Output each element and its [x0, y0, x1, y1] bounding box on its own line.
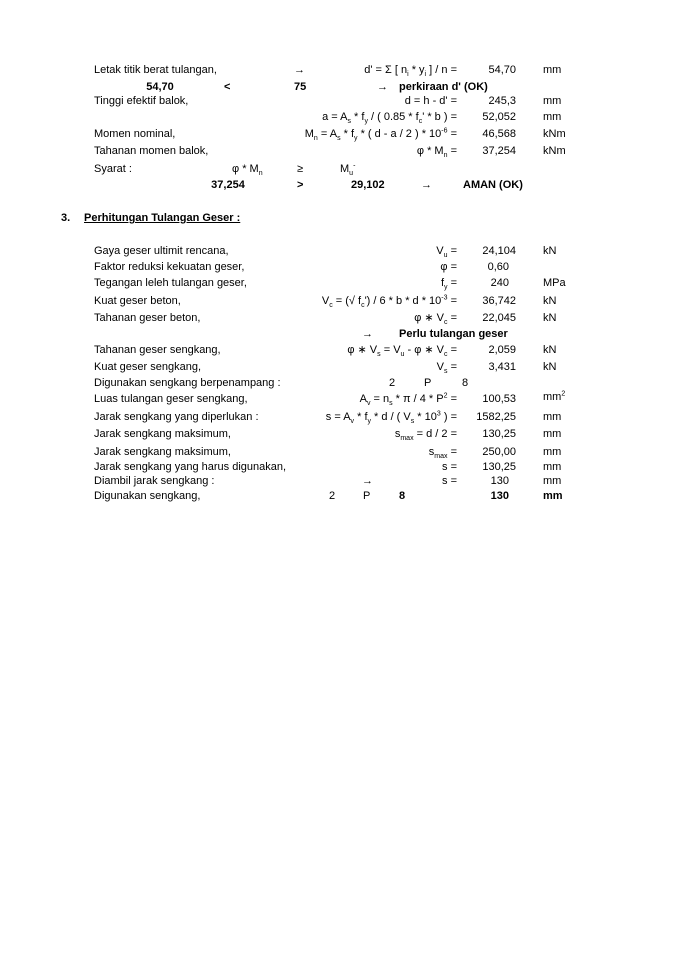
penampang-n: 2: [389, 377, 396, 389]
luas-label: Luas tulangan geser sengkang,: [94, 393, 248, 405]
tegangan-unit: MPa: [543, 277, 566, 289]
syarat-op: ≥: [297, 163, 304, 175]
syarat-op2: >: [297, 179, 304, 191]
cek-v2: 75: [294, 81, 307, 93]
penampang-p: P: [424, 377, 432, 389]
section-number: 3.: [61, 212, 71, 224]
jarak-maks1-unit: mm: [543, 428, 562, 440]
a-unit: mm: [543, 111, 562, 123]
luas-value: 100,53: [482, 393, 516, 405]
tahanan-beton-value: 22,045: [482, 312, 516, 324]
jarak-maks1-formula: $s_{max} = d / 2$ =: [394, 428, 457, 443]
digunakan-d: 8: [399, 490, 406, 502]
arrow-icon: →: [362, 475, 373, 487]
luas-formula: $A_v = n_s * \pi / 4 * P^2$ =: [359, 392, 457, 408]
kuat-sengkang-value: 3,431: [488, 361, 516, 373]
momen-formula: $M_n = A_s * f_y$ * ( d - a / 2 ) * $10^{-6}$ =: [304, 127, 457, 143]
faktor-label: Faktor reduksi kekuatan geser,: [94, 261, 245, 273]
tegangan-formula: $f_y$ =: [440, 277, 457, 292]
gaya-label: Gaya geser ultimit rencana,: [94, 245, 229, 257]
diambil-value: 130: [490, 475, 509, 487]
jarak-perlu-formula: $s = A_v * f_y * d$ / ( $V_s * 10^3$ ) =: [325, 410, 457, 426]
momen-unit: kNm: [543, 128, 566, 140]
diambil-label: Diambil jarak sengkang :: [94, 475, 215, 487]
momen-value: 46,568: [482, 128, 516, 140]
arrow-icon: →: [377, 81, 388, 93]
kuat-beton-value: 36,742: [482, 295, 516, 307]
jarak-perlu-value: 1582,25: [476, 411, 516, 423]
diambil-unit: mm: [543, 475, 562, 487]
a-value: 52,052: [482, 111, 516, 123]
syarat-v2: 29,102: [351, 179, 385, 191]
faktor-formula: φ =: [440, 261, 457, 273]
a-formula: $a = A_s * f_y$ / ( $0.85 * f_c'$ * b ) =: [322, 111, 457, 126]
digunakan-label: Digunakan sengkang,: [94, 490, 201, 502]
tinggi-label: Tinggi efektif balok,: [94, 95, 189, 107]
gaya-value: 24,104: [482, 245, 516, 257]
luas-unit: $mm^2$: [543, 390, 566, 403]
tahanan-beton-label: Tahanan geser beton,: [94, 312, 201, 324]
tahanan-sengkang-unit: kN: [543, 344, 557, 356]
tahanan-sengkang-label: Tahanan geser sengkang,: [94, 344, 221, 356]
jarak-harus-label: Jarak sengkang yang harus digunakan,: [94, 461, 287, 473]
tinggi-value: 245,3: [488, 95, 516, 107]
tahanan-value: 37,254: [482, 145, 516, 157]
letak-unit: mm: [543, 64, 562, 76]
letak-value: 54,70: [488, 64, 516, 76]
jarak-harus-formula: s =: [442, 461, 457, 473]
letak-label: Letak titik berat tulangan,: [94, 64, 217, 76]
jarak-maks1-value: 130,25: [482, 428, 516, 440]
jarak-maks1-label: Jarak sengkang maksimum,: [94, 428, 231, 440]
syarat-label: Syarat :: [94, 163, 132, 175]
momen-label: Momen nominal,: [94, 128, 176, 140]
syarat-lhs: φ * $M_n$: [232, 163, 263, 178]
digunakan-value: 130: [490, 490, 509, 502]
jarak-maks2-value: 250,00: [482, 446, 516, 458]
digunakan-p: P: [363, 490, 371, 502]
tahanan-beton-unit: kN: [543, 312, 557, 324]
section-title: Perhitungan Tulangan Geser :: [84, 212, 241, 224]
gaya-unit: kN: [543, 245, 557, 257]
tahanan-sengkang-value: 2,059: [488, 344, 516, 356]
tahanan-label: Tahanan momen balok,: [94, 145, 209, 157]
cek-op: <: [224, 81, 231, 93]
penampang-d: 8: [462, 377, 469, 389]
digunakan-n: 2: [329, 490, 336, 502]
tahanan-beton-formula: φ ∗ $V_c$ =: [414, 312, 457, 327]
jarak-maks2-unit: mm: [543, 446, 562, 458]
jarak-maks2-label: Jarak sengkang maksimum,: [94, 446, 231, 458]
kuat-sengkang-label: Kuat geser sengkang,: [94, 361, 202, 373]
syarat-v1: 37,254: [211, 179, 245, 191]
letak-formula: d' = Σ [ $n_i * y_i$ ] / n =: [364, 64, 457, 79]
kuat-beton-formula: $V_c$ = (√ $f_c') / 6$ * b * d * $10^{-3}$ =: [321, 294, 457, 310]
tegangan-value: 240: [490, 277, 509, 289]
perlu-text: Perlu tulangan geser: [399, 328, 508, 340]
tahanan-formula: φ * $M_n$ =: [416, 145, 457, 160]
kuat-sengkang-formula: $V_s$ =: [436, 361, 457, 376]
kuat-sengkang-unit: kN: [543, 361, 557, 373]
digunakan-unit: mm: [543, 490, 563, 502]
jarak-perlu-unit: mm: [543, 411, 562, 423]
syarat-rhs: $M_u^-$: [340, 162, 356, 178]
gaya-formula: $V_u$ =: [436, 245, 457, 260]
jarak-harus-value: 130,25: [482, 461, 516, 473]
kuat-beton-unit: kN: [543, 295, 557, 307]
arrow-icon: →: [421, 179, 432, 191]
cek-result: perkiraan d' (OK): [399, 81, 488, 93]
tahanan-sengkang-formula: φ ∗ $V_s = V_u - \varphi$ ∗ $V_c$ =: [347, 344, 457, 359]
cek-v1: 54,70: [146, 81, 174, 93]
tinggi-unit: mm: [543, 95, 562, 107]
diambil-formula: s =: [442, 475, 457, 487]
arrow-icon: →: [362, 328, 373, 340]
jarak-perlu-label: Jarak sengkang yang diperlukan :: [94, 411, 259, 423]
penampang-label: Digunakan sengkang berpenampang :: [94, 377, 281, 389]
jarak-harus-unit: mm: [543, 461, 562, 473]
tinggi-formula: d = h - d' =: [404, 95, 457, 107]
tegangan-label: Tegangan leleh tulangan geser,: [94, 277, 247, 289]
arrow-icon: →: [294, 64, 305, 76]
kuat-beton-label: Kuat geser beton,: [94, 295, 181, 307]
tahanan-unit: kNm: [543, 145, 566, 157]
faktor-value: 0,60: [487, 261, 509, 273]
jarak-maks2-formula: $s_{max}$ =: [428, 446, 457, 461]
syarat-result: AMAN (OK): [463, 179, 523, 191]
